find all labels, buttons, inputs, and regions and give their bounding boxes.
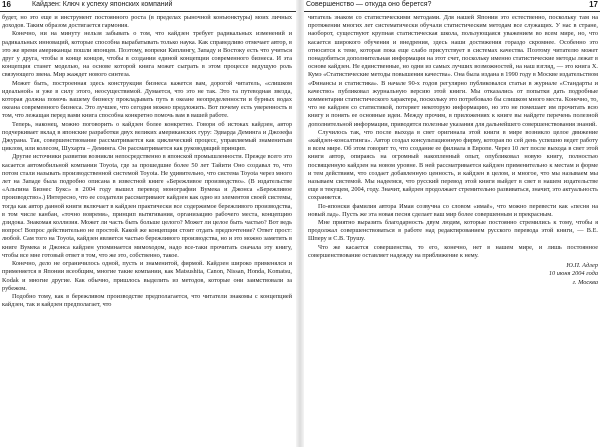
paragraph: Что же касается совершенства, то его, конечно, нет в нашем мире, и лишь постоянное совершенствование оставляет надежду на приближение к нему. [308, 243, 598, 259]
signature-date: 10 июня 2004 года [548, 270, 598, 278]
page-number: 16 [2, 0, 11, 9]
signature-name: Ю.П. Адлер [566, 262, 598, 270]
running-title: Совершенство — откуда оно берется? [306, 1, 432, 8]
right-page-header [304, 0, 600, 12]
left-page-header [0, 0, 296, 12]
page-number: 17 [589, 0, 598, 9]
running-title: Кайдзен: Ключ к успеху японских компаний [32, 1, 173, 8]
paragraph: Другие источники развития возникли непосредственно в японской промышленности. Прежде всего это касается автомобильной компании Toyota, где за прошедшие более 50 лет Тайити Оно создавал то, что потом стали называть производственной системой Toyota. Не удивительно, что система Toyota через много лет на Западе была подробно описана в известной книге «Бережливое производство». (В издательстве «Альпина Бизнес Букс» в 2004 году вышел перевод монографии Вумека и Джонса «Бережливое производство».) Интересно, что ее создатели рассматривают кайдзен как одно из элементов своей системы, тогда как автор данной книги включает в кайдзен практически все содержимое бережливого производства, в том числе канбан, «точно вовремя», принцип вытягивания, организацию рабочего места, концепцию дзидока. Знакомая коллизия. Может ли часть быть больше целого? Может ли целое быть частью? Вот ведь вопрос! Вопрос действительно не простой. Какой же концепции стоит отдать предпочтение? Ответ прост: любой. Сам того на Toyota, кайдзен является частью бережливого производства, но и это можно заметить в книге Вумека и Джонса кайдзен упоминается мимоходом, надо все-таки прочитать сначала эту книгу, чтобы все мне готовый ответ в том, что же это, собственно, такое. [2, 153, 292, 259]
right-page-text [308, 14, 598, 287]
book-gutter [296, 0, 304, 447]
paragraph: Может быть, построенная здесь конструкция бизнеса кажется вам, дорогой читатель, «слишком идеальной» и уже в силу этого, неосуществимой. Думается, что это не так. Это та путеводная звезда, которая должна помочь вашему бизнесу прокладывать путь в океане неопределенности и бурных водах океана современного бизнеса. Это лучшее, что сегодня можно предложить. Вот почему есть уверенность в том, что лежащая перед вами книга способна конкретно помочь вам в вашей работе. [2, 79, 292, 120]
paragraph: будет, но это еще и инструмент постоянного роста (в пределах рыночной конъюнктуры) моих личных доходов. Таким образом достигается гармония. [2, 14, 292, 30]
left-page [0, 0, 296, 447]
paragraph: Случилось так, что после выхода в свет оригинала этой книги в мире возникло целое движение «кайдзен-консалтинга». Автор создал консультационную фирму, которая по сей день успешно ведет работу в всем мире. Об этом говорит то, что создание ее филиала в Европе. Через 10 лет после выхода в свет этой книги автор, опираясь на огромный накопленный опыт, опубликовал новую книгу, полностью посвященную кайдзен на новом уровне. В ней рассматривается кайдзен применительно к местам и форме и тем действиям, что создает добавленную ценность, и кайдзен в целом, и многое, что мы называем мы называем системой. Мы надеемся, что русский перевод этой книги выйдет в свет в нашем издательстве еще в текущем, 2004, году. Значит, кайдзен продолжает стремительно развиваться, значит, это актуальность сохраняется. [308, 128, 598, 202]
paragraph: Мне приятно выразить благодарность двум людям, которые постоянно стремились к тому, чтобы я продолжал совершенствоваться в работе над редактированием русского перевода этой книги, — В.Е. Шперу и С.В. Трушу. [308, 219, 598, 243]
paragraph: Теперь, наконец, можно поговорить о кайдзен более конкретно. Говоря об истоках кайдзен, автор подчеркивает вклад в японские разработки двух великих американских гуру: Эдварда Деминга и Джозефа Джурана. Так, совершенствование рассматривается как циклический процесс, управляемый знаменитым циклом, или колесом, Шухарта – Деминга. Он рассматривается как руководящий принцип. [2, 120, 292, 153]
paragraph: Конечно, ни на минуту нельзя забывать о том, что кайдзен требует радикальных изменений и радикальных инноваций, которые способна вырабатывать только наука. Как справедливо отмечает автор, в это же время американцы пошли японцев. Поэтому, вопреки Киплингу, Западу и Востоку есть что учиться друг у друга, чтобы в конце концов, чтобы в создании единой концепции современного бизнеса. И эта концепция станет моделью, на основе которой книга может сыграть в этом процессе ведущую роль связующего звена. Мир жаждет нового синтеза. [2, 30, 292, 79]
paragraph: читатель знаком со статистическими методами. Для нашей Японии это естественно, поскольку там на протяжении многих лет систематически обучали статистическим методам все служащих. У нас в стране, наоборот, существуют крупная статистическая школа, пользующаяся уважением во всем мире, но, что касается широкого обучения и внедрения, здесь наши достижения гораздо скромнее. Особенно это относится к теме, которая пока еще слабо присутствует в системах качества. Поэтому читателю может понадобиться дополнительная информация на этот счет, поскольку именно статистические методы лежат в основе кайдзен. Не единственные, но одни из самых лучших возможностей, на наш взгляд, — это книга Х. Кумэ «Статистические методы повышения качества». Она была издана в 1990 году в Москве издательством «Финансы и статистика». В начале 90-х годов регулярно публиковался статьи в журнале «Стандарты и качество» публиковал журнальную версию этой книги. Мы отказались от попытки дать подробные комментарии статистического характера, поскольку это потребовало бы слишком много места. Конечно, то, что не кайдзен со статистикой, потеряет некоторую информацию, но это не помешает им прочитать всю книгу и понять ее основные идеи. Между прочим, в приложениях к книге вы найдете перечень полезной дополнительной информации, приводятся полезные указания для дальнейшего совершенствования знаний. [308, 14, 598, 128]
paragraph: Конечно, дело не ограничилось одной, пусть и знаменитой, фирмой. Кайдзен широко применялся и применяется в Японии всеобщим, многие такие компании, как Matsushita, Canon, Nissan, Honda, Komatsu, Kodak и многие другие. Как обычно, пришлось выделить из методов, которые они заимствовали за рубежом. [2, 260, 292, 292]
signature-city: г. Москва [572, 278, 598, 286]
author-signature [308, 262, 598, 287]
paragraph: Подобно тому, как в бережливом производстве предполагается, что читатели знакомы с концепцией кайдзен, так и кайдзен предполагает, что [2, 292, 292, 309]
left-page-text [2, 14, 292, 309]
right-page [304, 0, 600, 447]
paragraph: По-японски фамилия автора Имаи созвучна со словом «имаё», что можно перевести как «песня на новый лад». Пусть же эта новая песня сделает ваш мир более совершенным и прекрасным. [308, 202, 598, 218]
